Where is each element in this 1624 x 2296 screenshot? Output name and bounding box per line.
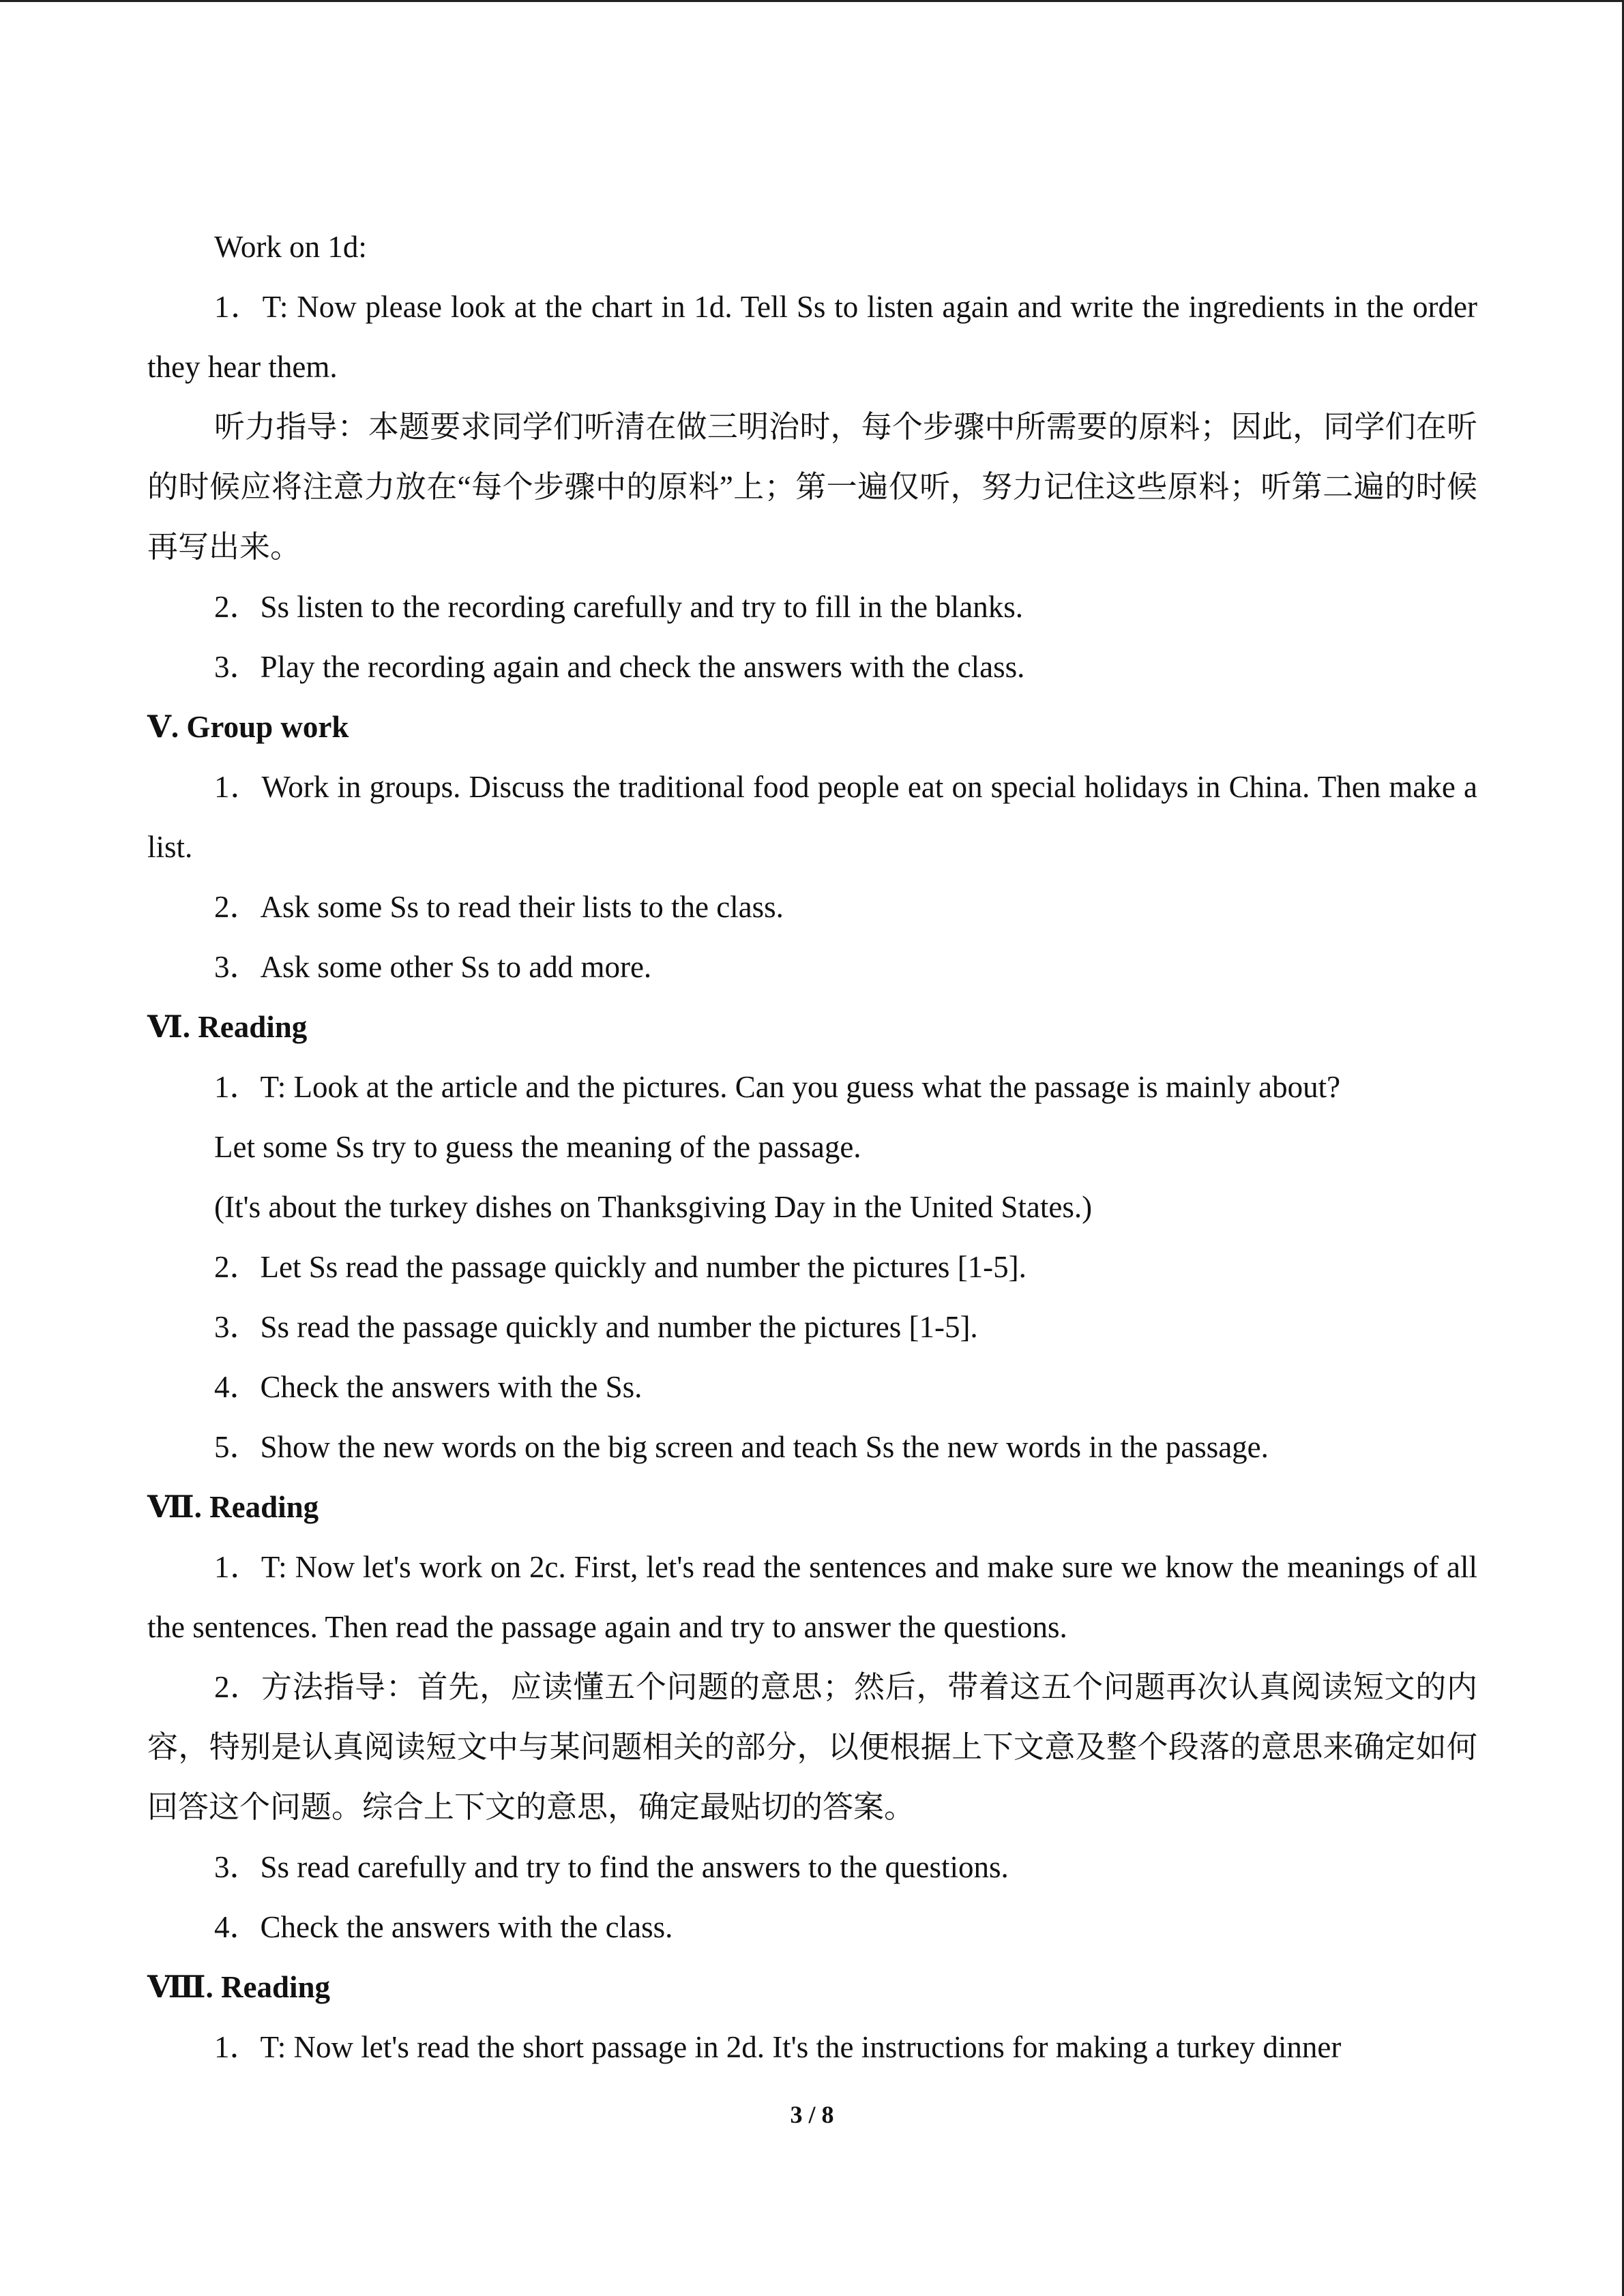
paragraph-step-1: 1．T: Now please look at the chart in 1d. Tell Ss to listen again and write the ingredients in the order they hear them. (147, 290, 1477, 384)
paragraph-reading8-step-1: 1．T: Now let's read the short passage in 2d. It's the instructions for making a turkey dinner (214, 2030, 1342, 2064)
paragraph-work-on-1d: Work on 1d: (214, 230, 367, 264)
paragraph-reading6-guess: Let some Ss try to guess the meaning of the passage. (214, 1130, 861, 1164)
paragraph-reading6-step-2: 2．Let Ss read the passage quickly and number the pictures [1-5]. (214, 1250, 1027, 1284)
paragraph-reading6-step-1: 1．T: Look at the article and the pictures. Can you guess what the passage is mainly about? (214, 1070, 1341, 1104)
paragraph-group-step-2: 2．Ask some Ss to read their lists to the class. (214, 890, 784, 924)
section-heading-reading-8: Ⅷ. Reading (147, 1970, 331, 2004)
paragraph-reading6-step-4: 4．Check the answers with the Ss. (214, 1370, 643, 1404)
paragraph-group-step-1: 1．Work in groups. Discuss the traditional food people eat on special holidays in China. Then make a list. (147, 770, 1477, 864)
top-border (0, 0, 1624, 2)
section-heading-reading-7: Ⅶ. Reading (147, 1490, 319, 1524)
paragraph-reading7-step-3: 3．Ss read carefully and try to find the answers to the questions. (214, 1850, 1009, 1884)
page-number: 3 / 8 (790, 2101, 834, 2128)
section-heading-group-work: Ⅴ. Group work (147, 710, 349, 744)
paragraph-step-2: 2．Ss listen to the recording carefully and try to fill in the blanks. (214, 590, 1023, 624)
paragraph-step-3: 3．Play the recording again and check the answers with the class. (214, 650, 1025, 684)
paragraph-reading7-step-4: 4．Check the answers with the class. (214, 1910, 673, 1944)
paragraph-listening-guide: 听力指导：本题要求同学们听清在做三明治时，每个步骤中所需要的原料；因此，同学们在听的时候应将注意力放在“每个步骤中的原料”上；第一遍仅听，努力记住这些原料；听第二遍的时候再写出来。 (147, 410, 1477, 564)
paragraph-reading7-step-1: 1．T: Now let's work on 2c. First, let's read the sentences and make sure we know the meanings of all the sentences. Then read the passage again and try to answer the questions. (147, 1550, 1477, 1644)
paragraph-reading6-answer: (It's about the turkey dishes on Thanksgiving Day in the United States.) (214, 1190, 1093, 1224)
paragraph-reading6-step-3: 3．Ss read the passage quickly and number the pictures [1-5]. (214, 1310, 978, 1344)
section-heading-reading-6: Ⅵ. Reading (147, 1010, 308, 1044)
paragraph-reading6-step-5: 5．Show the new words on the big screen and teach Ss the new words in the passage. (214, 1430, 1269, 1464)
page-body (147, 217, 1477, 2077)
paragraph-group-step-3: 3．Ask some other Ss to add more. (214, 950, 652, 984)
paragraph-reading7-method-guide: 2．方法指导：首先，应读懂五个问题的意思；然后，带着这五个问题再次认真阅读短文的内容，特别是认真阅读短文中与某问题相关的部分，以便根据上下文意及整个段落的意思来确定如何回答这个问题。综合上下文的意思，确定最贴切的答案。 (147, 1670, 1477, 1824)
